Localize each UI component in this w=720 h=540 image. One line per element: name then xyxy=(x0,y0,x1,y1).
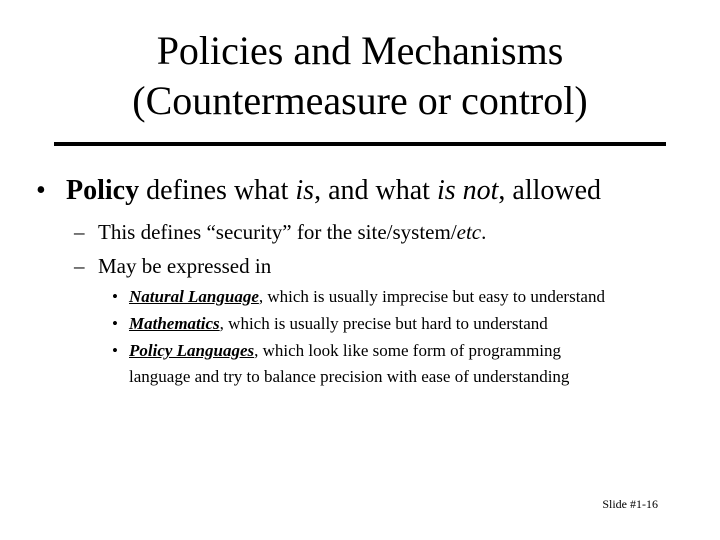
policy-term: Policy xyxy=(66,175,140,206)
natural-language-desc: , which is usually imprecise but easy to understand xyxy=(258,287,605,306)
slide-title-line-2: (Countermeasure or control) xyxy=(132,78,588,123)
security-text-a: This defines “security” for the site/system/ xyxy=(98,220,457,244)
security-text-b: . xyxy=(481,220,487,244)
slide-number: Slide #1-16 xyxy=(602,497,658,511)
sub-bullet-security-text xyxy=(98,219,486,245)
bullet-dot-icon: • xyxy=(112,341,118,360)
policy-languages-desc: , which look like some form of programming xyxy=(254,341,562,360)
list-item-text xyxy=(129,338,561,364)
policy-em-b: is not xyxy=(436,175,499,206)
policy-languages-term: Policy Languages xyxy=(129,341,255,360)
policy-languages-continuation: language and try to balance precision with ease of understanding xyxy=(129,367,570,386)
bullet-dot-icon: • xyxy=(112,314,118,333)
mathematics-term: Mathematics xyxy=(129,314,220,333)
bullet-dot-icon: • xyxy=(36,175,46,206)
policy-text-c: , allowed xyxy=(498,175,602,206)
bullet-dot-icon: • xyxy=(112,287,118,306)
bullet-policy-text xyxy=(66,174,601,208)
slide-title xyxy=(0,26,720,126)
list-item-text xyxy=(129,311,548,337)
sub-bullet-expressed-text: May be expressed in xyxy=(98,254,272,278)
natural-language-term: Natural Language xyxy=(129,287,259,306)
dash-icon: – xyxy=(74,254,85,278)
policy-text-a: defines what xyxy=(139,175,296,206)
list-item-text xyxy=(129,284,605,310)
mathematics-desc: , which is usually precise but hard to understand xyxy=(219,314,548,333)
security-em: etc xyxy=(456,220,482,244)
title-divider xyxy=(54,142,666,146)
dash-icon: – xyxy=(74,220,85,244)
slide-title-line-1: Policies and Mechanisms xyxy=(156,28,564,73)
policy-em-a: is xyxy=(295,175,315,206)
policy-text-b: , and what xyxy=(314,175,437,206)
